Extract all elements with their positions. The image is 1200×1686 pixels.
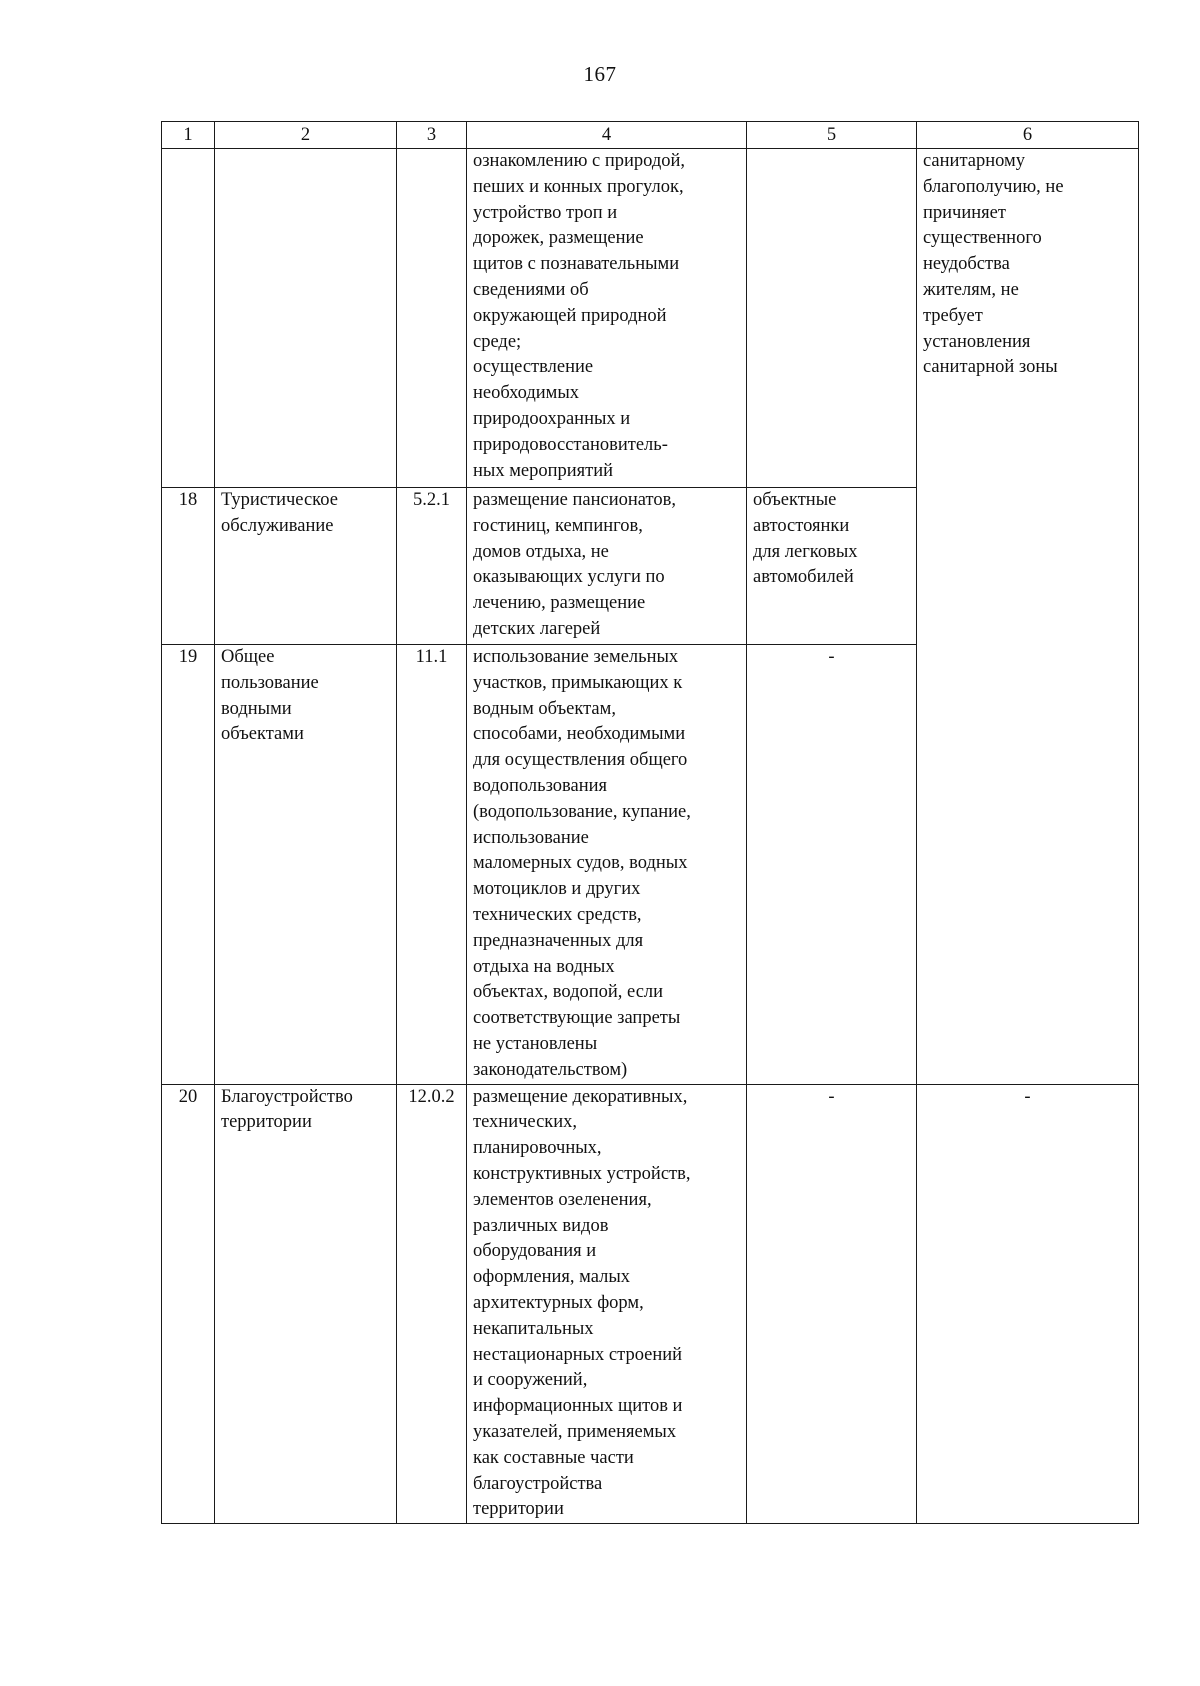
land-use-description: использование земельных участков, примыкающих к водным объектам, способами, необходимыми для осуществления общего водопользования (водопользование, купание, использование маломерных судов, водных мотоциклов и других технических средств, предназначенных для отдыха на водных объектах, водопой, если соответствующие запреты не установлены законодательством)	[473, 647, 691, 1080]
auxiliary-use: -	[828, 647, 835, 667]
land-use-code: 11.1	[415, 647, 448, 667]
continuation-note: санитарному благополучию, не причиняет существенного неудобства жителям, не требует установления санитарной зоны	[923, 151, 1064, 378]
column-header-2: 2	[215, 122, 397, 149]
land-use-name: Благоустройство территории	[221, 1086, 353, 1133]
note: -	[1024, 1086, 1031, 1107]
row-number: 19	[178, 647, 198, 667]
land-use-code: 12.0.2	[408, 1086, 455, 1107]
land-use-description: размещение декоративных, технических, планировочных, конструктивных устройств, элементов озеленения, различных видов оборудования и оформления, малых архитектурных форм, некапитальных нестационарных строений и сооружений, информационных щитов и указателей, применяемых как составные части благоустройства территории	[473, 1086, 691, 1520]
row-number: 20	[178, 1086, 198, 1107]
continuation-description: ознакомлению с природой, пеших и конных прогулок, устройство троп и дорожек, размещение щитов с познавательными сведениями об окружающей природной среде; осуществление необходимых природоохранных и природовосстановитель- ных мероприятий	[473, 151, 686, 481]
land-use-name: Туристическое обслуживание	[221, 490, 338, 536]
table-row-continuation	[162, 149, 1139, 488]
land-use-name: Общее пользование водными объектами	[221, 647, 319, 745]
auxiliary-use: объектные автостоянки для легковых автомобилей	[753, 490, 858, 588]
column-number-header-row	[162, 122, 1139, 149]
cell-code-empty	[397, 149, 467, 488]
land-use-code: 5.2.1	[413, 490, 450, 510]
column-header-1: 1	[162, 122, 215, 149]
column-header-3: 3	[397, 122, 467, 149]
column-header-6: 6	[917, 122, 1139, 149]
column-header-5: 5	[747, 122, 917, 149]
table-row	[162, 1084, 1139, 1524]
column-header-4: 4	[467, 122, 747, 149]
row-number: 18	[178, 490, 198, 510]
cell-name-empty	[215, 149, 397, 488]
land-use-table	[161, 121, 1139, 1524]
page-number: 167	[583, 62, 617, 86]
cell-auxiliary-empty	[747, 149, 917, 488]
land-use-description: размещение пансионатов, гостиниц, кемпингов, домов отдыха, не оказывающих услуги по лечению, размещение детских лагерей	[473, 490, 676, 639]
cell-num-empty	[162, 149, 215, 488]
auxiliary-use: -	[828, 1086, 835, 1107]
